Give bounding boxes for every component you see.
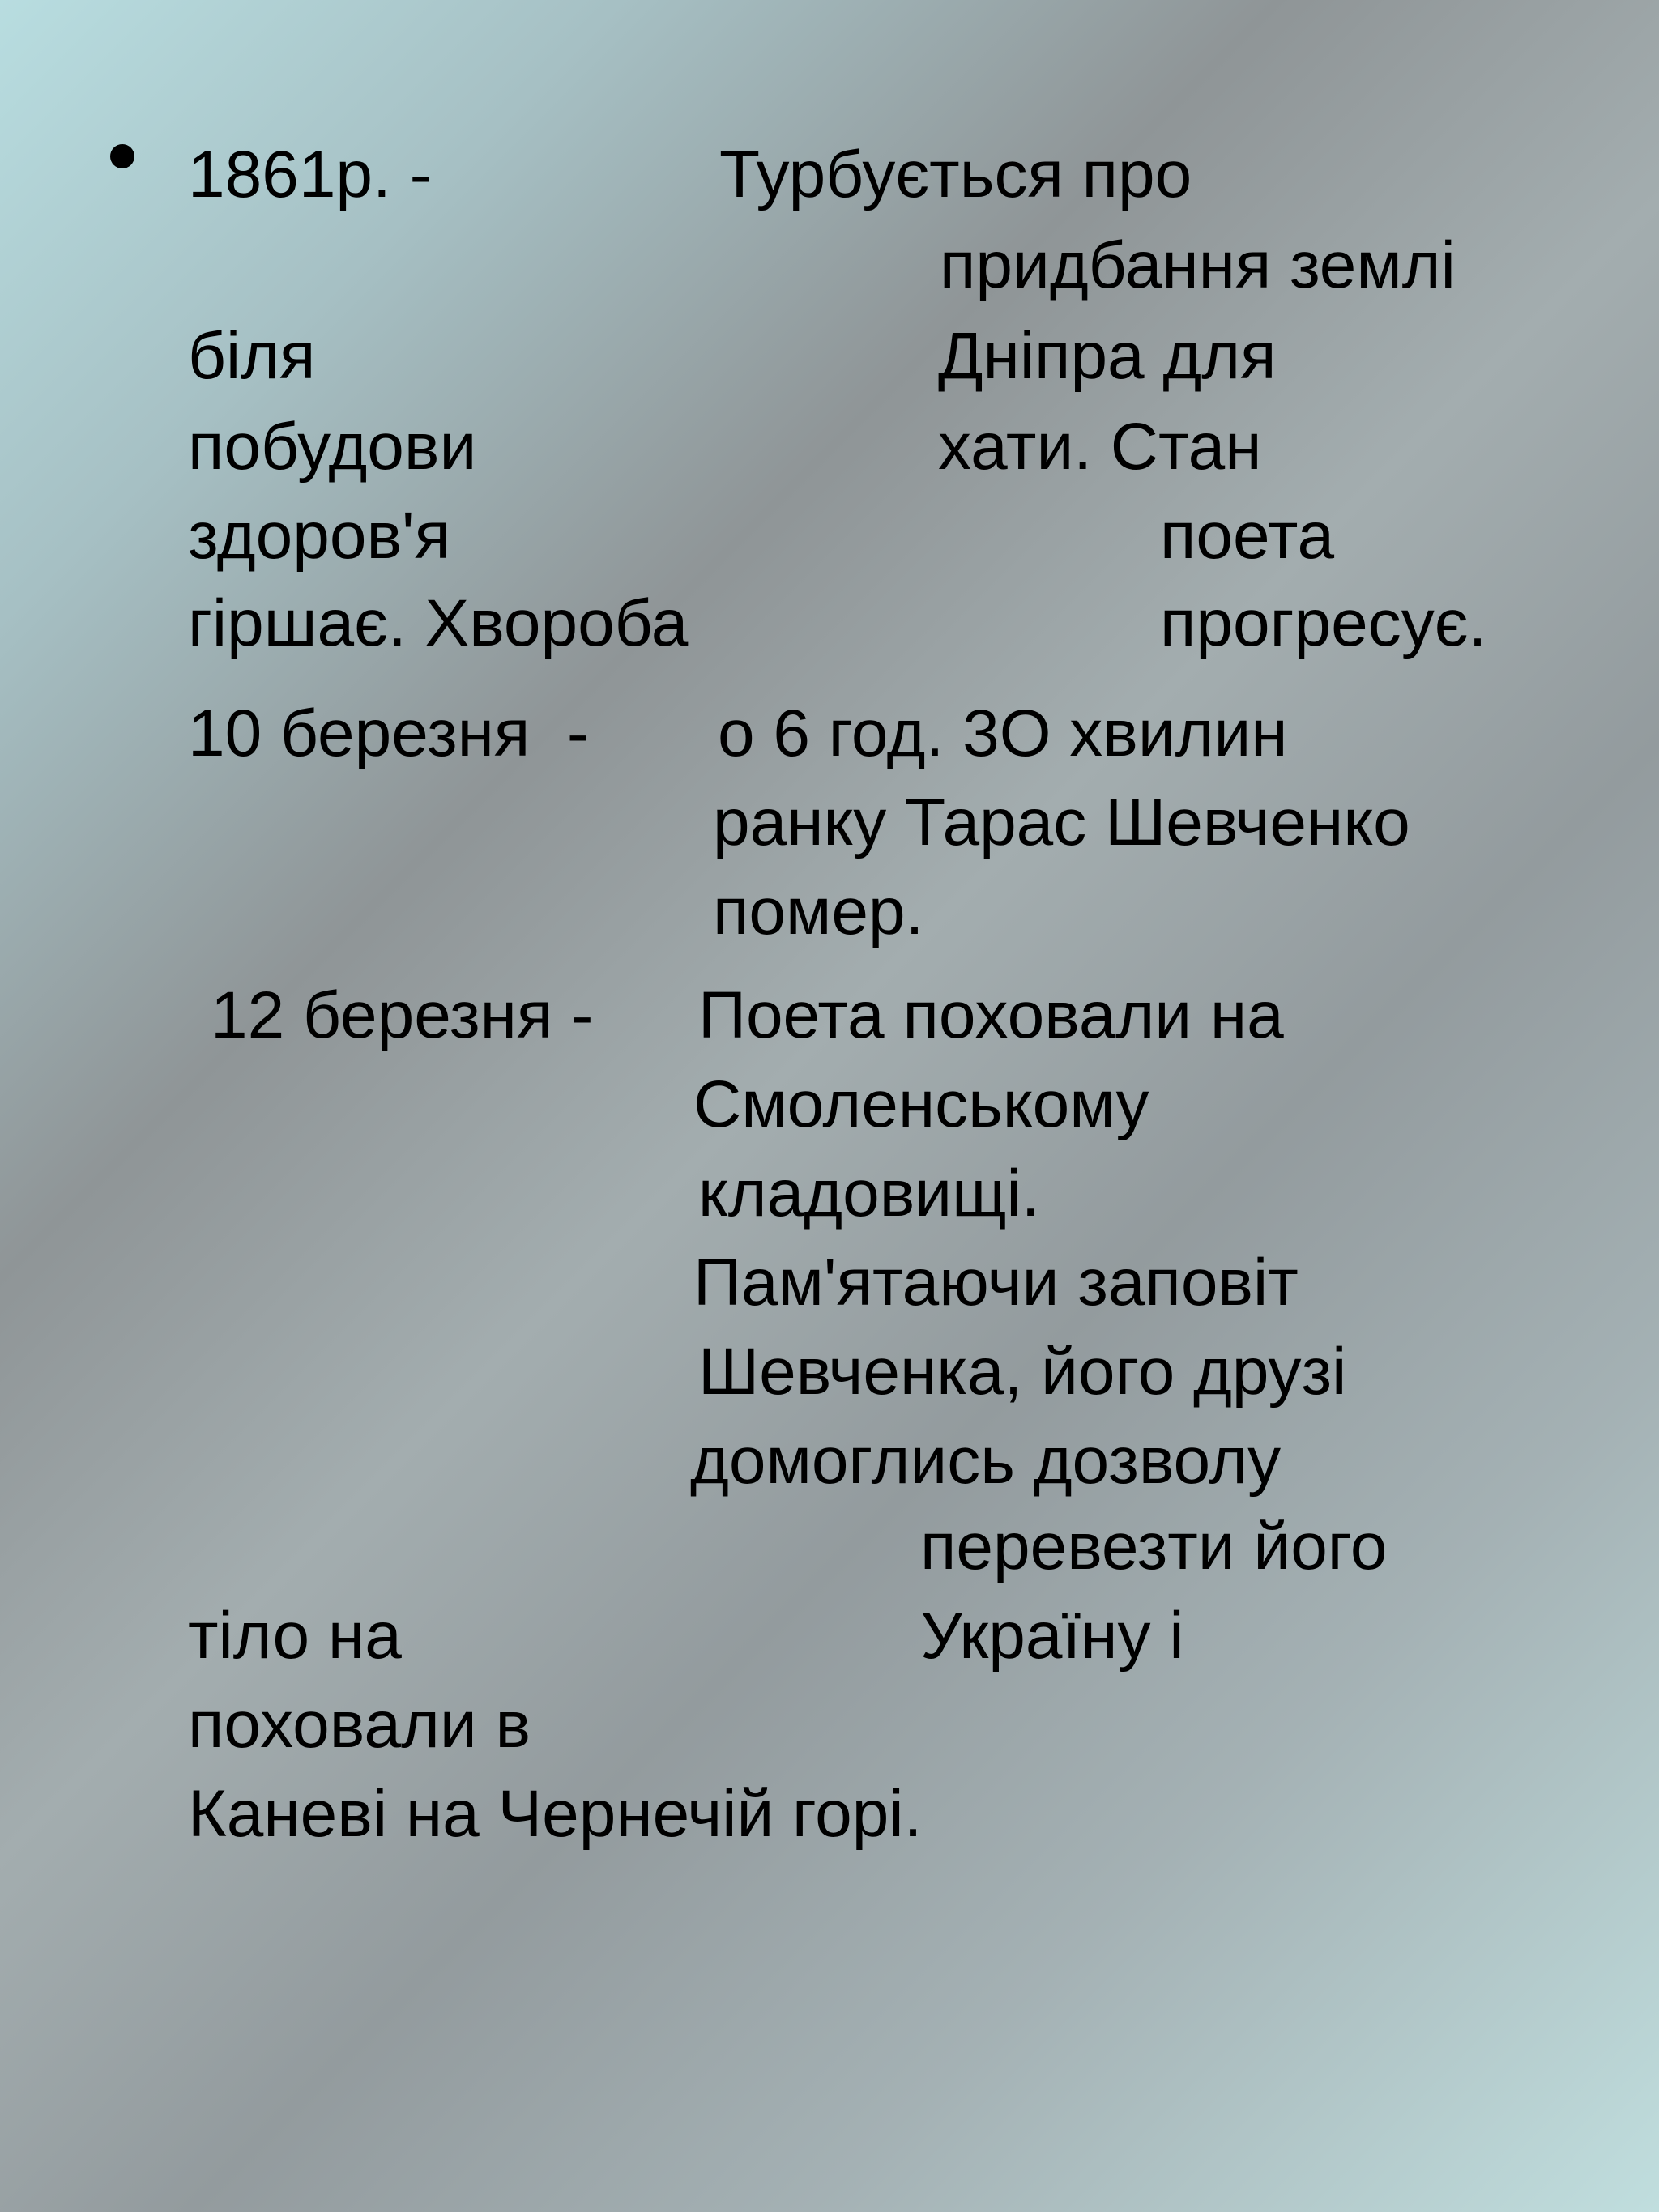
text-line: перевезти його (920, 1510, 1388, 1583)
text-line: біля (188, 319, 316, 393)
text-line: о 6 год. 3О хвилин (718, 697, 1288, 770)
text-line: кладовищі. (698, 1157, 1040, 1230)
text-line: побудови (188, 410, 477, 484)
text-line: 10 березня - (188, 697, 590, 770)
text-line: Смоленському (693, 1068, 1149, 1141)
text-line: Шевченка, його друзі (698, 1335, 1347, 1409)
text-line: гіршає. Хвороба (188, 586, 689, 660)
text-line: тіло на (188, 1599, 402, 1673)
text-line: Каневі на Чернечій горі. (188, 1777, 923, 1851)
text-line: Дніпра для (938, 319, 1277, 393)
bullet-icon (110, 144, 134, 168)
text-line: 12 березня - (211, 978, 594, 1052)
text-line: хати. Стан (938, 410, 1262, 484)
text-line: прогресує. (1160, 586, 1487, 660)
text-line: Поета поховали на (698, 978, 1284, 1052)
text-line: Україну і (920, 1599, 1184, 1673)
text-line: домоглись дозволу (690, 1424, 1282, 1498)
text-line: помер. (713, 875, 924, 948)
text-line: поховали в (188, 1688, 531, 1762)
text-line: придбання землі (940, 228, 1456, 302)
text-line: 1861р. - (188, 138, 432, 211)
text-line: ранку Тарас Шевченко (713, 786, 1410, 859)
text-line: поета (1160, 499, 1335, 573)
text-line: Пам'ятаючи заповіт (693, 1246, 1299, 1319)
text-line: Турбується про (719, 138, 1192, 211)
text-line: здоров'я (188, 499, 451, 573)
